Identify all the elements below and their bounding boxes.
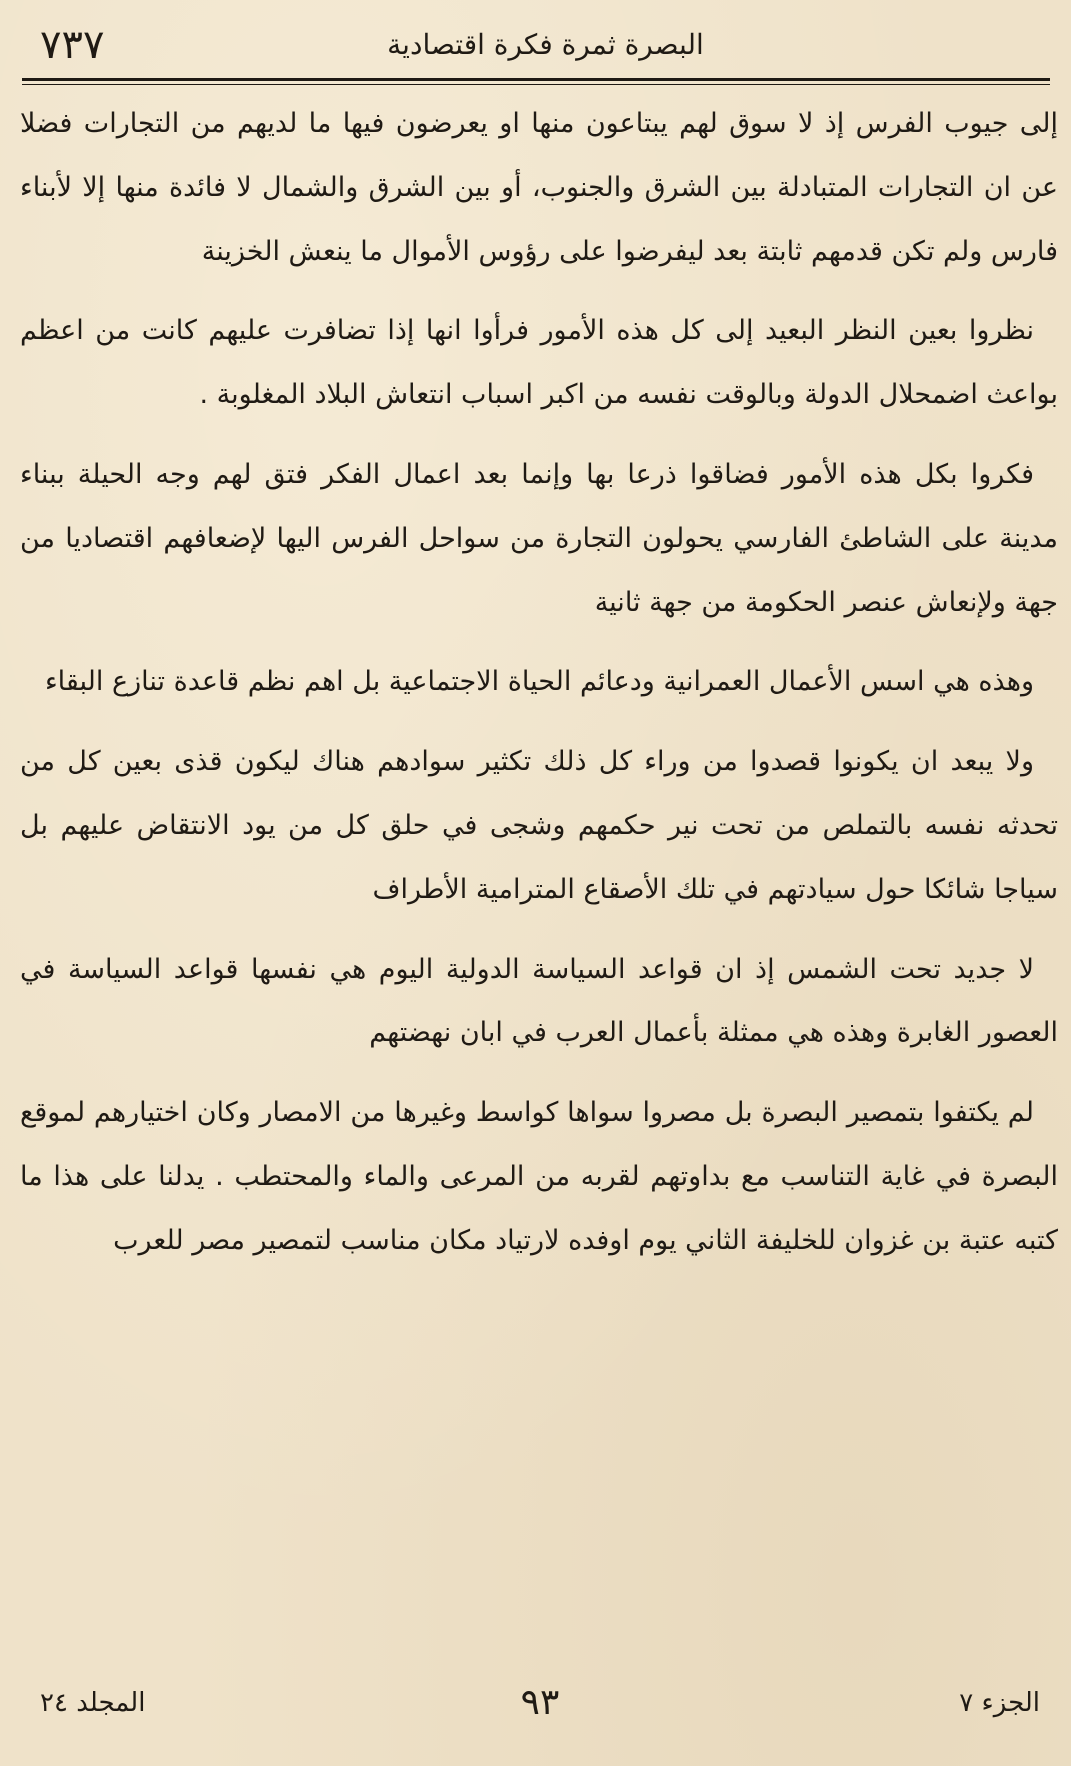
header-rule-thin (22, 84, 1050, 85)
page-number: ٧٣٧ (40, 22, 105, 68)
issue-page-number: ٩٣ (520, 1682, 560, 1723)
article-body (20, 92, 1058, 1289)
header-rule (22, 78, 1050, 81)
volume-number: المجلد ٢٤ (40, 1688, 146, 1718)
paragraph: ولا يبعد ان يكونوا قصدوا من وراء كل ذلك تكثير سوادهم هناك ليكون قذى بعين كل من تحدثه نفسه بالتملص من تحت نير حكمهم وشجى في حلق كل من يود الانتقاض عليهم بل سياجا شائكا حول سيادتهم في تلك الأصقاع المترامية الأطراف (20, 746, 1058, 905)
running-head (40, 22, 1051, 72)
paragraph: لم يكتفوا بتمصير البصرة بل مصروا سواها كواسط وغيرها من الامصار وكان اختيارهم لموقع البصرة في غاية التناسب مع بداوتهم لقربه من المرعى والماء والمحتطب . يدلنا على هذا ما كتبه عتبة بن غزوان للخليفة الثاني يوم اوفده لارتياد مكان مناسب لتمصير مصر للعرب (20, 1097, 1058, 1256)
part-number: الجزء ٧ (959, 1688, 1040, 1718)
page-footer (40, 1682, 1040, 1738)
paragraph: إلى جيوب الفرس إذ لا سوق لهم يبتاعون منها او يعرضون فيها ما لديهم من التجارات فضلا عن ان التجارات المتبادلة بين الشرق والجنوب، أو بين الشرق والشمال لا فائدة منها إلا لأبناء فارس ولم تكن قدمهم ثابتة بعد ليفرضوا على رؤوس الأموال ما ينعش الخزينة (20, 108, 1058, 267)
paragraph: وهذه هي اسس الأعمال العمرانية ودعائم الحياة الاجتماعية بل اهم نظم قاعدة تنازع البقاء (44, 666, 1034, 698)
paragraph: فكروا بكل هذه الأمور فضاقوا ذرعا بها وإنما بعد اعمال الفكر فتق لهم وجه الحيلة ببناء مدينة على الشاطئ الفارسي يحولون التجارة من سواحل الفرس اليها لإضعافهم اقتصاديا من جهة ولإنعاش عنصر الحكومة من جهة ثانية (20, 458, 1058, 618)
running-title: البصرة ثمرة فكرة اقتصادية (387, 28, 704, 61)
paragraph: لا جديد تحت الشمس إذ ان قواعد السياسة الدولية اليوم هي نفسها قواعد السياسة في العصور الغابرة وهذه هي ممثلة بأعمال العرب في ابان نهضتهم (20, 953, 1058, 1049)
paragraph: نظروا بعين النظر البعيد إلى كل هذه الأمور فرأوا انها إذا تضافرت عليهم كانت من اعظم بواعث اضمحلال الدولة وبالوقت نفسه من اكبر اسباب انتعاش البلاد المغلوبة . (20, 315, 1058, 411)
